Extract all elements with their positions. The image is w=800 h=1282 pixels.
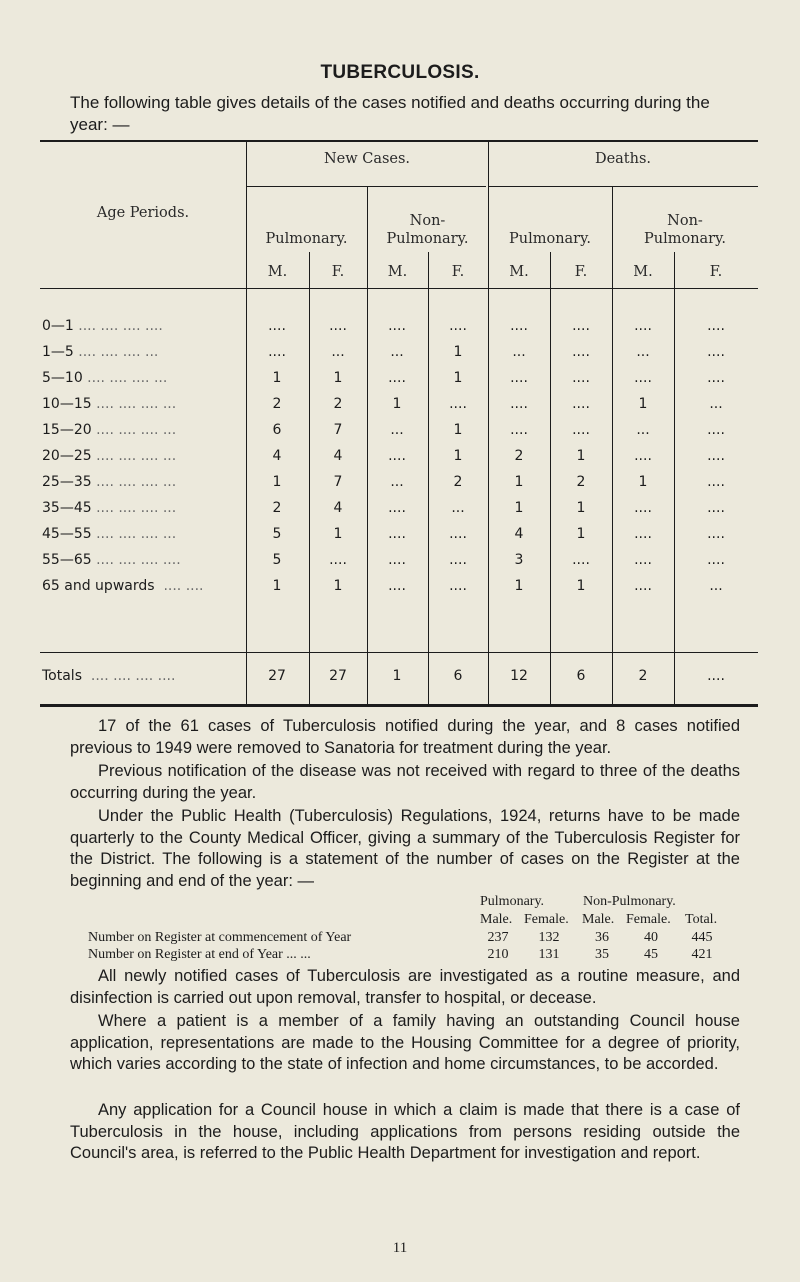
para-council-house-priority: Where a patient is a member of a family having an outstanding Council house application, representations are made to the Housing Committee for a degree of priority, which varies according to the state of infection and home circumstances, to be accorded. (70, 1012, 740, 1074)
table-row-cell: .... (634, 318, 652, 334)
table-row-cell: 1 (272, 578, 282, 594)
table-row-cell: .... (572, 370, 590, 386)
header-f: F. (709, 264, 723, 280)
col-divider-age (246, 140, 247, 706)
para-council-house-application: Any application for a Council house in which a claim is made that there is a case of Tuberculosis in the house, including applications from persons residing outside the Council's area, is referred to the Public Health Department for investigation and report. (70, 1101, 740, 1163)
table-row-cell: .... (510, 396, 528, 412)
table-row-cell: .... (388, 318, 406, 334)
register-row-label: Number on Register at end of Year ... ... (88, 947, 311, 962)
header-m: M. (633, 264, 653, 280)
table-row-cell: 4 (272, 448, 282, 464)
table-row-cell: 6 (272, 422, 282, 438)
register-cell: 131 (538, 947, 560, 962)
header-m: M. (387, 264, 408, 280)
table-row-cell: .... (707, 370, 725, 386)
table-row-cell: ... (512, 344, 526, 360)
register-cell: 36 (595, 930, 609, 945)
table-row-cell: .... (388, 500, 406, 516)
table-row-cell: 1 (453, 448, 463, 464)
table-row-cell: 1 (272, 474, 282, 490)
table-row-label: 0—1 .... .... .... .... (42, 318, 163, 334)
table-row-cell: 1 (638, 396, 648, 412)
table-row-cell: 1 (638, 474, 648, 490)
table-row-label: 25—35 .... .... .... ... (42, 474, 177, 490)
header-f: F. (451, 264, 465, 280)
table-row-cell: .... (707, 318, 725, 334)
table-row-cell: .... (510, 422, 528, 438)
totals-row-label: Totals .... .... .... .... (42, 668, 176, 684)
table-row-cell: .... (449, 318, 467, 334)
table-bottom-border (40, 704, 758, 707)
table-row-cell: 2 (514, 448, 524, 464)
table-row-cell: 7 (333, 474, 343, 490)
header-new-cases: New Cases. (323, 151, 411, 167)
table-row-cell: 2 (576, 474, 586, 490)
table-row-label: 10—15 .... .... .... ... (42, 396, 177, 412)
header-deaths: Deaths. (594, 151, 652, 167)
header-f: F. (574, 264, 588, 280)
register-head-female: Female. (524, 912, 569, 927)
table-row-cell: 1 (514, 578, 524, 594)
table-row-label: 35—45 .... .... .... ... (42, 500, 177, 516)
table-row-cell: .... (707, 344, 725, 360)
header-new-pulmonary: Pulmonary. (265, 231, 348, 247)
totals-row-cell: 1 (392, 668, 402, 684)
table-row-cell: ... (390, 422, 404, 438)
header-bottom-line (40, 288, 758, 289)
table-row-cell: ... (636, 344, 650, 360)
register-cell: 421 (691, 947, 713, 962)
intro-text: The following table gives details of the cases notified and deaths occurring during the year: — (70, 93, 710, 134)
table-row-cell: .... (707, 500, 725, 516)
table-row-cell: .... (634, 552, 652, 568)
table-row-cell: ... (636, 422, 650, 438)
table-row-cell: 1 (453, 422, 463, 438)
table-row-cell: 1 (333, 370, 343, 386)
table-row-cell: ... (709, 578, 723, 594)
table-row-cell: 1 (576, 526, 586, 542)
para-previous-notification: Previous notification of the disease was not received with regard to three of the deaths occurring during the year. (70, 762, 740, 802)
register-row-label: Number on Register at commencement of Year (88, 930, 352, 945)
table-row-cell: .... (707, 422, 725, 438)
register-cell: 35 (595, 947, 609, 962)
register-cell: 210 (487, 947, 509, 962)
table-row-cell: 2 (453, 474, 463, 490)
totals-row-cell: 2 (638, 668, 648, 684)
table-row-cell: 1 (514, 474, 524, 490)
table-row-cell: .... (634, 500, 652, 516)
table-row-cell: ... (390, 344, 404, 360)
table-row-cell: .... (572, 396, 590, 412)
page-number: 11 (392, 1240, 408, 1256)
register-cell: 45 (644, 947, 658, 962)
table-row-cell: .... (634, 370, 652, 386)
para-investigation: All newly notified cases of Tuberculosis are investigated as a routine measure, and disinfection is carried out upon removal, transfer to hospital, or decease. (70, 967, 740, 1007)
col-divider-dnpm-f (674, 252, 675, 706)
table-row-cell: 4 (514, 526, 524, 542)
table-row-cell: .... (634, 448, 652, 464)
table-row-cell: 1 (453, 370, 463, 386)
header-m: M. (267, 264, 288, 280)
table-row-cell: .... (268, 318, 286, 334)
table-row-cell: 2 (272, 396, 282, 412)
col-divider-deaths (488, 140, 489, 706)
register-cell: 40 (644, 930, 658, 945)
page-title: TUBERCULOSIS. (320, 62, 480, 83)
table-row-cell: .... (388, 448, 406, 464)
table-row-cell: 1 (392, 396, 402, 412)
totals-row-cell: .... (707, 668, 725, 684)
register-head-total: Total. (685, 912, 718, 927)
header-deaths-non-pulmonary-2: Pulmonary. (643, 231, 726, 247)
table-row-cell: .... (388, 370, 406, 386)
table-row-cell: .... (707, 552, 725, 568)
table-row-label: 20—25 .... .... .... ... (42, 448, 177, 464)
table-row-cell: .... (510, 318, 528, 334)
table-row-cell: 1 (576, 448, 586, 464)
col-divider-npm-f (428, 252, 429, 706)
table-row-cell: .... (707, 474, 725, 490)
col-divider-pm-f (309, 252, 310, 706)
totals-top-line (40, 652, 758, 653)
table-row-cell: 1 (514, 500, 524, 516)
totals-row-cell: 6 (576, 668, 586, 684)
table-row-cell: ... (451, 500, 465, 516)
table-row-cell: .... (634, 578, 652, 594)
register-head-pulmonary: Pulmonary. (480, 894, 545, 909)
totals-row-cell: 27 (329, 668, 347, 684)
table-row-cell: .... (449, 396, 467, 412)
table-row-cell: .... (449, 552, 467, 568)
header-age-periods: Age Periods. (96, 205, 190, 221)
table-row-cell: 3 (514, 552, 524, 568)
table-row-cell: .... (329, 318, 347, 334)
header-deaths-pulmonary: Pulmonary. (508, 231, 591, 247)
table-row-cell: 7 (333, 422, 343, 438)
table-row-cell: 4 (333, 448, 343, 464)
table-row-cell: .... (707, 526, 725, 542)
table-row-cell: 1 (576, 500, 586, 516)
table-row-label: 15—20 .... .... .... ... (42, 422, 177, 438)
table-top-border (40, 140, 758, 142)
table-row-cell: ... (331, 344, 345, 360)
para-regulations: Under the Public Health (Tuberculosis) Regulations, 1924, returns have to be made quarterly to the County Medical Officer, giving a summary of the Tuberculosis Register for the District. The following is a statement of the number of cases on the Register at the beginning and end of the year: — (70, 807, 740, 890)
table-row-cell: 1 (333, 578, 343, 594)
table-row-cell: .... (388, 552, 406, 568)
para-sanatoria: 17 of the 61 cases of Tuberculosis notified during the year, and 8 cases notified previous to 1949 were removed to Sanatoria for treatment during the year. (70, 717, 740, 757)
register-head-male: Male. (480, 912, 513, 927)
table-row-label: 45—55 .... .... .... ... (42, 526, 177, 542)
table-row-cell: .... (634, 526, 652, 542)
table-row-cell: 4 (333, 500, 343, 516)
register-cell: 237 (487, 930, 509, 945)
table-row-cell: 1 (333, 526, 343, 542)
table-row-cell: .... (449, 526, 467, 542)
col-divider-dpm-f (550, 252, 551, 706)
table-row-cell: 2 (333, 396, 343, 412)
table-row-label: 55—65 .... .... .... .... (42, 552, 181, 568)
header-m: M. (509, 264, 529, 280)
table-row-cell: 1 (453, 344, 463, 360)
register-head-female: Female. (626, 912, 671, 927)
header-new-non-pulmonary-1: Non- (409, 213, 446, 229)
table-row-cell: .... (329, 552, 347, 568)
table-row-cell: .... (388, 578, 406, 594)
table-row-cell: .... (707, 448, 725, 464)
table-row-cell: .... (572, 344, 590, 360)
register-head-non-pulmonary: Non-Pulmonary. (583, 894, 676, 909)
table-row-cell: 1 (576, 578, 586, 594)
new-cases-divider (246, 186, 486, 187)
table-row-cell: 2 (272, 500, 282, 516)
table-row-cell: .... (449, 578, 467, 594)
header-f: F. (331, 264, 345, 280)
deaths-divider (489, 186, 758, 187)
register-cell: 445 (691, 930, 713, 945)
table-row-cell: ... (390, 474, 404, 490)
table-row-cell: 1 (272, 370, 282, 386)
table-row-label: 65 and upwards .... .... (42, 578, 204, 594)
table-row-cell: .... (572, 552, 590, 568)
register-cell: 132 (538, 930, 560, 945)
table-row-cell: .... (572, 318, 590, 334)
totals-row-cell: 6 (453, 668, 463, 684)
table-row-label: 1—5 .... .... .... ... (42, 344, 159, 360)
header-deaths-non-pulmonary-1: Non- (667, 213, 703, 229)
table-row-label: 5—10 .... .... .... ... (42, 370, 168, 386)
register-head-male: Male. (582, 912, 615, 927)
header-new-non-pulmonary-2: Pulmonary. (386, 231, 469, 247)
table-row-cell: .... (388, 526, 406, 542)
table-row-cell: 5 (272, 526, 282, 542)
table-row-cell: ... (709, 396, 723, 412)
totals-row-cell: 12 (510, 668, 528, 684)
table-row-cell: .... (510, 370, 528, 386)
table-row-cell: 5 (272, 552, 282, 568)
table-row-cell: .... (268, 344, 286, 360)
table-row-cell: .... (572, 422, 590, 438)
totals-row-cell: 27 (268, 668, 286, 684)
